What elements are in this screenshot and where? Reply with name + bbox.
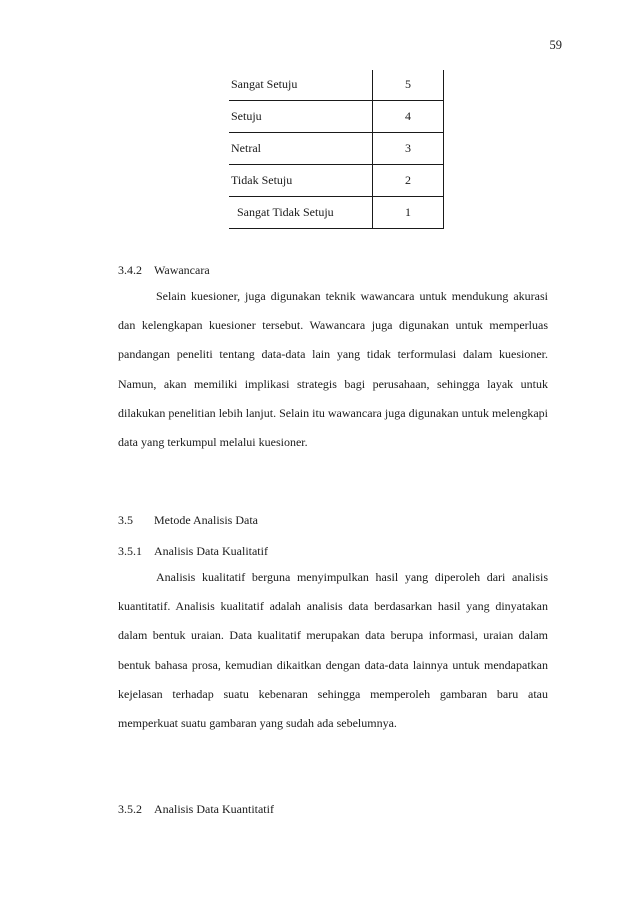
scale-label: Setuju [229, 101, 373, 133]
table-row [229, 165, 444, 197]
scale-score: 3 [373, 133, 444, 165]
scale-label: Sangat Setuju [229, 70, 373, 101]
scale-label: Sangat Tidak Setuju [229, 197, 373, 229]
heading-title: Analisis Data Kuantitatif [154, 802, 274, 816]
heading-number: 3.5.2 [118, 802, 142, 816]
table-row [229, 70, 444, 101]
scale-label: Netral [229, 133, 373, 165]
paragraph-kualitatif: Analisis kualitatif berguna menyimpulkan hasil yang diperoleh dari analisis kuantitatif. Analisis kualitatif adalah analisis data berdasarkan hasil yang dinyatakan dalam bentuk uraian. Data kualitatif merupakan data berupa informasi, uraian dalam bentuk bahasa prosa, kemudian dikaitkan dengan data-data lainnya untuk mendapatkan kejelasan terhadap suatu kebenaran sehingga memperoleh gambaran baru atau memperkuat suatu gambaran yang sudah ada sebelumnya. [118, 570, 548, 731]
heading-3-4-2 [118, 263, 210, 278]
scale-label: Tidak Setuju [229, 165, 373, 197]
heading-number: 3.5 [118, 513, 133, 527]
table-row [229, 133, 444, 165]
heading-title: Analisis Data Kualitatif [154, 544, 268, 558]
heading-3-5 [118, 513, 258, 528]
scale-score: 5 [373, 70, 444, 101]
heading-3-5-2 [118, 802, 274, 817]
heading-title: Metode Analisis Data [154, 513, 258, 527]
table-row [229, 101, 444, 133]
scale-score: 1 [373, 197, 444, 229]
scale-score: 4 [373, 101, 444, 133]
heading-number: 3.4.2 [118, 263, 142, 277]
table-row [229, 197, 444, 229]
page-number: 59 [549, 38, 562, 52]
heading-number: 3.5.1 [118, 544, 142, 558]
paragraph-wawancara: Selain kuesioner, juga digunakan teknik wawancara untuk mendukung akurasi dan kelengkapan kuesioner tersebut. Wawancara juga digunakan untuk memperluas pandangan peneliti tentang data-data lain yang tidak terformulasi dalam kuesioner. Namun, akan memiliki implikasi strategis bagi perusahaan, sehingga layak untuk dilakukan penelitian lebih lanjut. Selain itu wawancara juga digunakan untuk melengkapi data yang terkumpul melalui kuesioner. [118, 289, 548, 450]
heading-title: Wawancara [154, 263, 210, 277]
likert-scale-table [229, 70, 444, 229]
scale-score: 2 [373, 165, 444, 197]
heading-3-5-1 [118, 544, 268, 559]
